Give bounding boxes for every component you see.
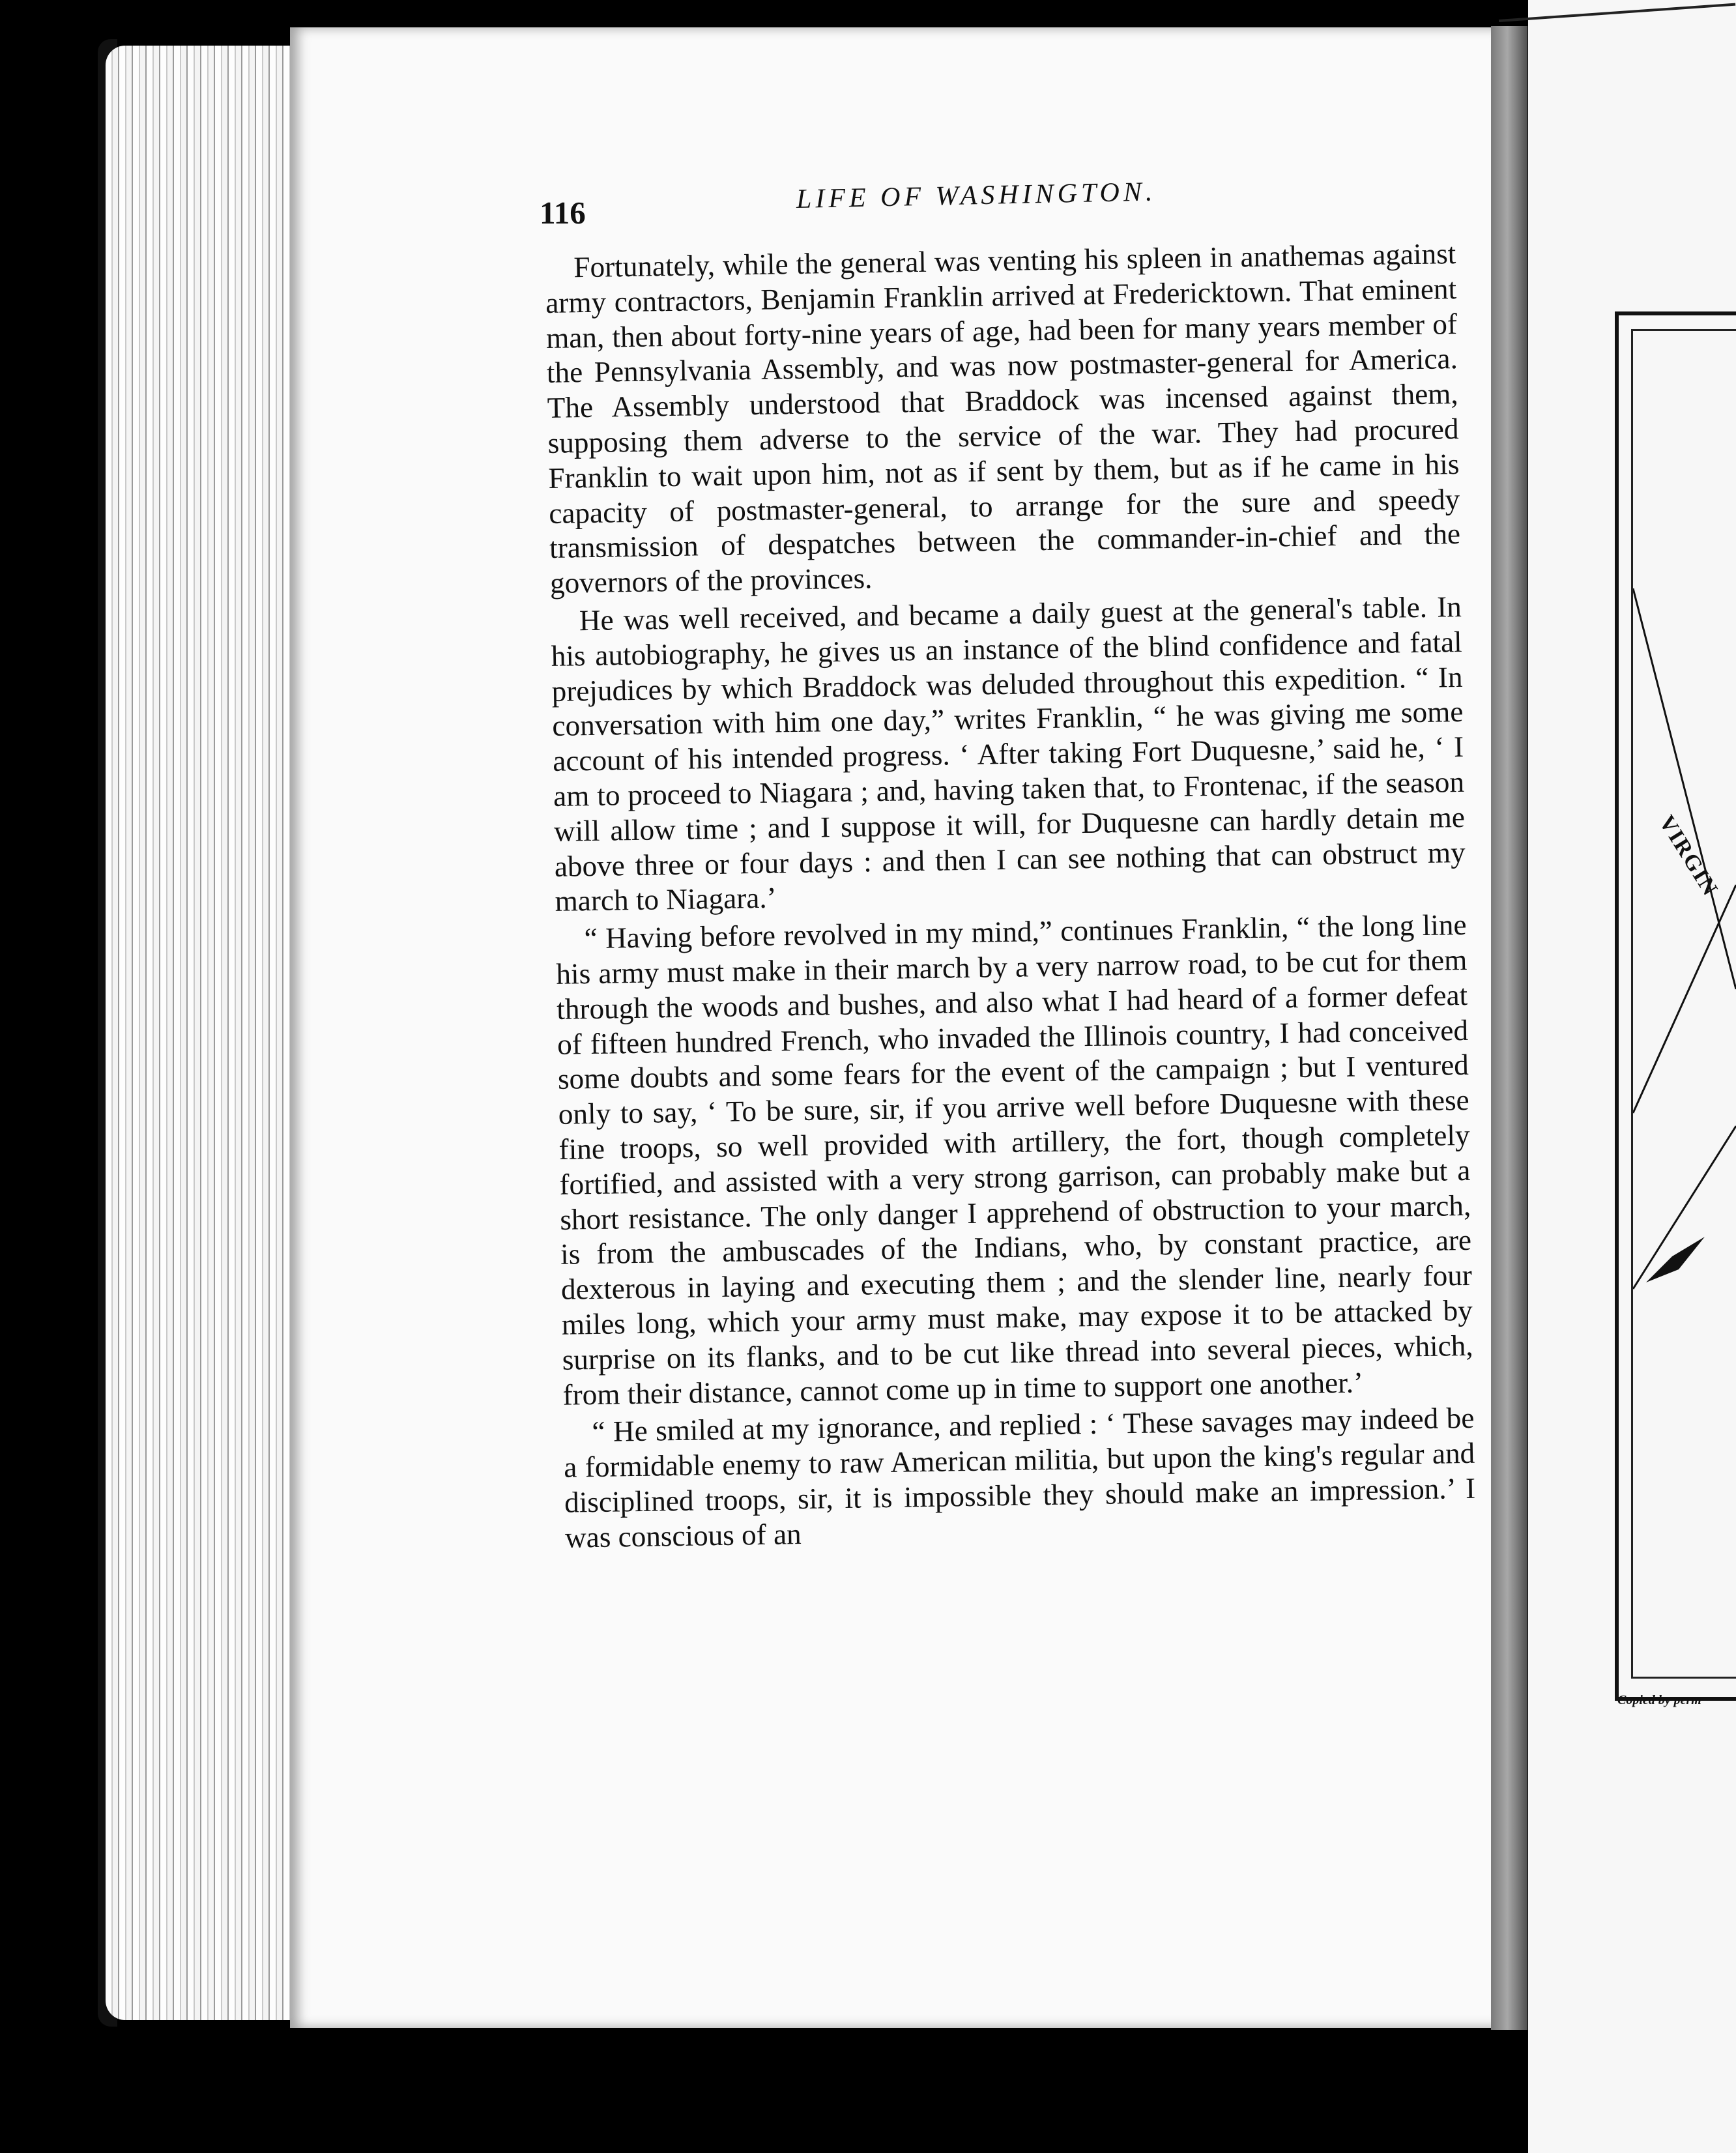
page-number: 116 xyxy=(540,195,586,231)
paragraph: He was well received, and became a daily guest at the general's table. In his autobiography, he gives us an instance of the blind confidence and fatal prejudices by which Braddock was deluded throughout this expedition. “ In conversation with him one day,” writes Franklin, “ he was giving me some account of his intended progress. ‘ After taking Fort Duquesne,’ said he, ‘ I am to proceed to Niagara ; and, having taken that, to Frontenac, if the season will allow time ; and I suppose it will, for Duquesne can hardly detain me above three or four days : and then I can see nothing that can obstruct my march to Niagara.’ xyxy=(551,590,1466,918)
map-lines xyxy=(1633,331,1736,1673)
paragraph: “ He smiled at my ignorance, and replied : ‘ These savages may indeed be a formidable enemy to raw American militia, but upon the king's regular and disciplined troops, sir, it is impossible they should make an impression.’ I was conscious of an xyxy=(563,1402,1476,1554)
paragraph: Fortunately, while the general was venting his spleen in anathemas against army contractors, Benjamin Franklin arrived at Fredericktown. That eminent man, then about forty-nine years of age, had been for many years member of the Pennsylvania Assembly, and was now postmaster-general for America. The Assembly understood that Braddock was incensed against them, supposing them adverse to the service of the war. They had procured Franklin to wait upon him, not as if sent by them, but as if he came in his capacity of postmaster-general, to arrange for the sure and speedy transmission of despatches between the commander-in-chief and the governors of the provinces. xyxy=(545,237,1461,600)
running-head: LIFE OF WASHINGTON. xyxy=(796,177,1157,214)
book-gutter xyxy=(1491,26,1527,2030)
body-text xyxy=(545,237,1476,1558)
map-label: VIRGIN xyxy=(1654,811,1723,901)
map-credit: Copied by perm xyxy=(1617,1693,1701,1707)
book-page-edges xyxy=(106,46,301,2020)
paragraph: “ Having before revolved in my mind,” continues Franklin, “ the long line his army must make in their march by a very narrow road, to be cut for them through the woods and bushes, and also what I had heard of a former defeat of fifteen hundred French, who invaded the Illinois country, I had conceived some doubts and some fears for the event of the campaign ; but I ventured only to say, ‘ To be sure, sir, if you arrive well before Duquesne with these fine troops, so well provided with artillery, the fort, though completely fortified, and assisted with a very strong garrison, can probably make but a short resistance. The only danger I apprehend of obstruction to your march, is from the ambuscades of the Indians, who, by constant practice, are dexterous in laying and executing them ; and the slender line, nearly four miles long, which your army must make, may expose it to be attacked by surprise on its flanks, and to be cut like thread into several pieces, which, from their distance, cannot come up in time to support one another.’ xyxy=(556,908,1473,1411)
